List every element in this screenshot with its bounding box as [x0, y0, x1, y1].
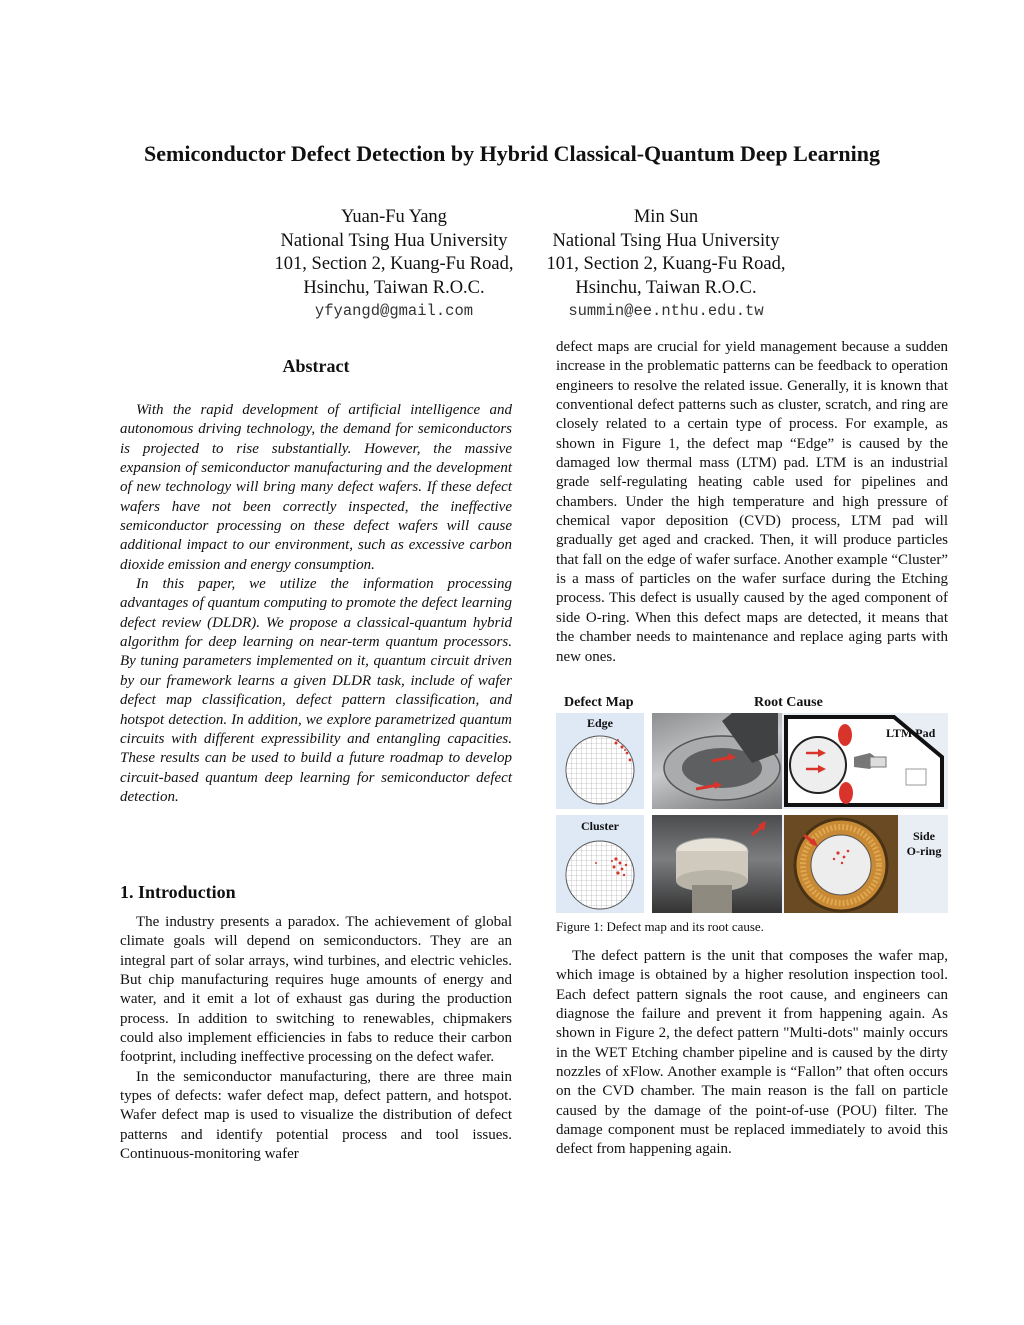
body-paragraph: defect maps are crucial for yield management because a sudden increase in the problematic patterns can be feedback to operation engineers to resolve the related issue. Generally, it is known that conventional defect patterns such as cluster, scratch, and ring are closely related to a certain type of process. For example, as shown in Figure 1, the defect map “Edge” is caused by the damaged low thermal mass (LTM) pad. LTM is an industrial grade self-regulating heating cable used for pipelines and chambers. Under the high temperature and high pressure of chemical vapor deposition (CVD) process, LTM pad will gradually get aged and cracked. Then, it will produce particles that fall on the edge of wafer surface. Another example “Cluster” is a mass of particles on the wafer surface during the Etching process. This defect is usually caused by the aged component of side O-ring. When this defect maps are detected, it means that the chamber needs to maintenance and replace aging parts with new ones.	[556, 339, 948, 665]
author-affiliation: National Tsing Hua University	[552, 230, 780, 251]
paper-title: Semiconductor Defect Detection by Hybrid Classical-Quantum Deep Learning	[144, 141, 880, 166]
author-name: Yuan-Fu Yang	[341, 207, 447, 227]
ltm-pad-diagram	[782, 713, 948, 809]
abstract-paragraph: In this paper, we utilize the information processing advantages of quantum computing to promote the defect learning defect review (DLDR). We propose a classical-quantum hybrid algorithm for deep learning on near-term quantum processors. By tuning parameters implemented on it, quantum circuit driven by our framework learns a given DLDR task, include of wafer defect map classification, defect pattern classification, and hotspot detection. In addition, we explore parametrized quantum circuits with different expressibility and entangling capacities. These results can be used to build a future roadmap to develop circuit-based quantum deep learning for semiconductor defect detection.	[120, 576, 512, 805]
author-affiliation: National Tsing Hua University	[280, 230, 508, 251]
chamber-interior-image	[652, 713, 782, 809]
side-oring-label-line: O-ring	[906, 844, 942, 858]
etch-chamber-image	[652, 815, 782, 913]
defect-map-label: Cluster	[581, 819, 619, 833]
side-oring-label-line: Side	[912, 829, 935, 843]
introduction-paragraph: The industry presents a paradox. The achievement of global climate goals will depend on semiconductors. They are an integral part of solar arrays, wind turbines, and electric vehicles. But chip manufacturing requires huge amounts of energy and water, and it emit a lot of exhaust gas during the production process. In addition to switching to renewables, chipmakers could also implement efficiencies in fabs to reduce their carbon footprint, including ineffective processing on the defect wafer.	[120, 914, 512, 1066]
introduction-heading: 1. Introduction	[120, 882, 236, 902]
author-name: Min Sun	[633, 207, 699, 227]
author-email: yfyangd@gmail.com	[314, 302, 474, 320]
defect-map-label: Edge	[586, 716, 613, 730]
body-paragraph: The defect pattern is the unit that composes the wafer map, which image is obtained by a higher resolution inspection tool. Each defect pattern signals the root cause, and engineers can diagnose the failure and prevent it from happening again. As shown in Figure 2, the defect pattern "Multi-dots" mainly occurs in the WET Etching chamber pipeline and is caused by the dirty nozzles of xFlow. Another example is “Fallon” that often occurs on the CVD chamber. The main reason is the fall on particle caused by the damage of the point-of-use (POU) filter. The damage component must be replaced immediately to avoid this defect from happening again.	[556, 948, 948, 1158]
right-column-bottom	[556, 947, 948, 1160]
defect-map-panel-cluster	[556, 815, 644, 913]
abstract-heading: Abstract	[282, 356, 350, 376]
author-address: Hsinchu, Taiwan R.O.C.	[575, 277, 757, 298]
defect-map-panel-edge	[556, 713, 644, 809]
chamber-photo-edge	[652, 713, 782, 809]
abstract-paragraph: With the rapid development of artificial intelligence and autonomous driving technology, the demand for semiconductors is projected to rise substantially. However, the massive expansion of semiconductor manufacturing and the development of new technology will bring many defect wafers. If these defect wafers have not been correctly inspected, the ineffective semiconductor processing on these defect wafers will cause additional impact to our environment, such as excessive carbon dioxide emission and energy consumption.	[120, 402, 512, 573]
oring-photo	[782, 815, 948, 913]
side-oring-label	[904, 829, 944, 859]
author-address: Hsinchu, Taiwan R.O.C.	[303, 277, 485, 298]
introduction-paragraph: In the semiconductor manufacturing, there are three main types of defects: wafer defect map, defect pattern, and hotspot. Wafer defect map is used to visualize the distribution of defect patterns and identify potential process and tool issues. Continuous-monitoring wafer	[120, 1068, 512, 1163]
author-block	[258, 206, 530, 324]
abstract-body	[120, 401, 512, 807]
author-address: 101, Section 2, Kuang-Fu Road,	[546, 254, 786, 274]
figure-1	[556, 693, 948, 923]
figure-caption: Figure 1: Defect map and its root cause.	[556, 919, 764, 934]
figure-header-defect-map: Defect Map	[564, 695, 634, 710]
chamber-photo-cluster	[652, 815, 782, 913]
right-column-top	[556, 338, 948, 667]
ltm-pad-label: LTM Pad	[886, 726, 936, 740]
author-address: 101, Section 2, Kuang-Fu Road,	[274, 254, 514, 274]
author-block	[530, 206, 802, 324]
introduction-body	[120, 913, 512, 1164]
author-email: summin@ee.nthu.edu.tw	[568, 302, 764, 320]
wafer-cluster-map-image	[556, 815, 644, 913]
figure-header-root-cause: Root Cause	[754, 695, 823, 710]
wafer-edge-map-image	[556, 713, 644, 809]
